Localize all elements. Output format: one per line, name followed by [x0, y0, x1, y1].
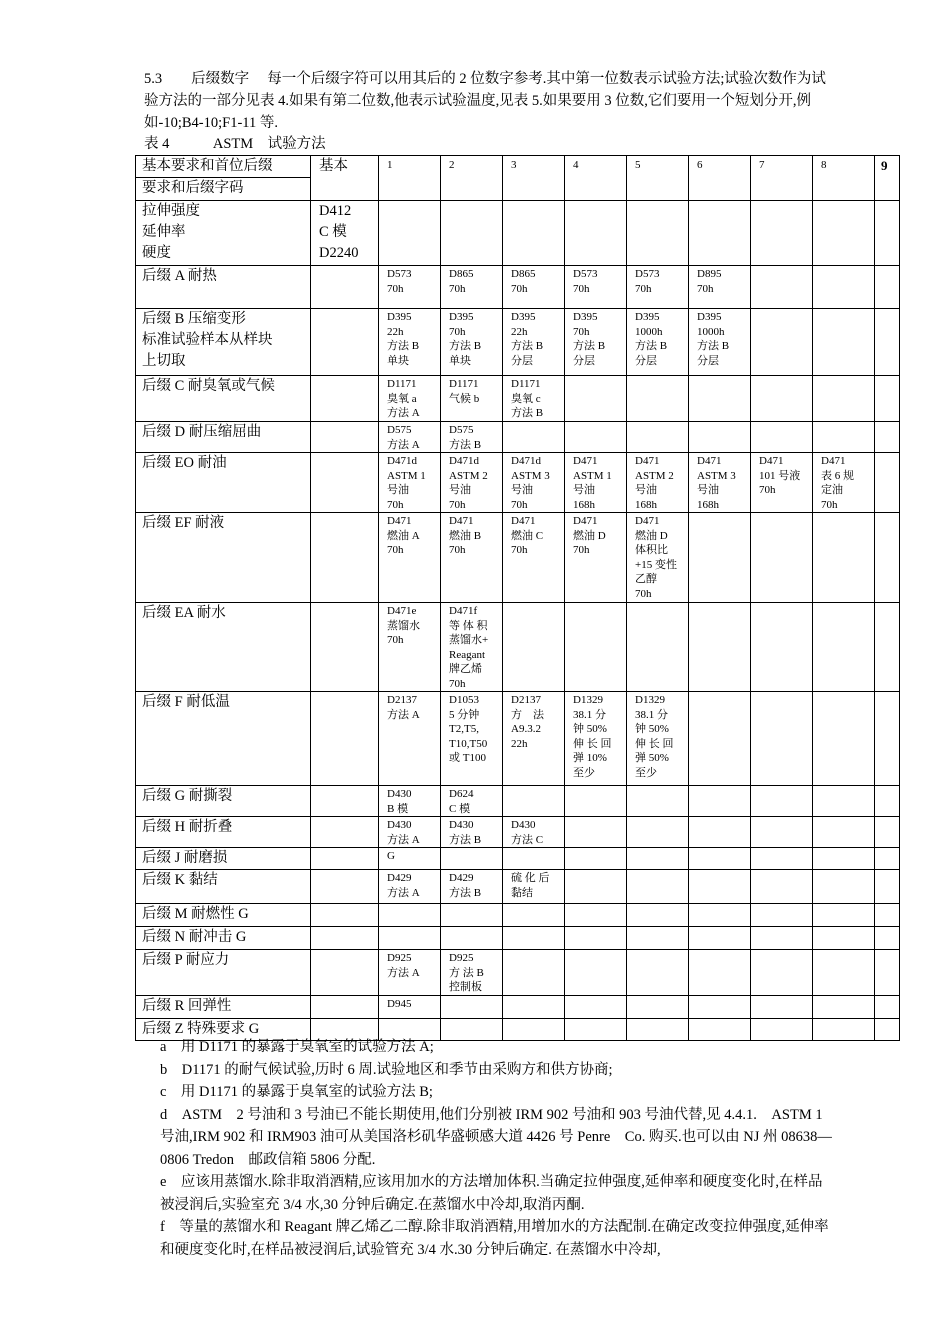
table-row: [136, 904, 900, 927]
method-cell: D429 方法 A: [379, 870, 441, 904]
method-cell: D865 70h: [441, 266, 503, 309]
method-cell: [751, 201, 813, 266]
method-cell: [751, 422, 813, 453]
method-cell: [565, 201, 627, 266]
method-cell: D1171 臭氧 c 方法 B: [503, 376, 565, 422]
method-cell: [751, 950, 813, 996]
method-cell: [751, 266, 813, 309]
header-col-5: 5: [627, 156, 689, 201]
table-row: [136, 848, 900, 870]
header-label: 基本要求和首位后缀: [136, 156, 311, 178]
method-cell: [751, 309, 813, 376]
table-row: [136, 266, 900, 309]
method-cell: [627, 201, 689, 266]
method-cell: [813, 817, 875, 848]
method-cell: [565, 870, 627, 904]
method-cell: [751, 904, 813, 927]
row-base: [311, 376, 379, 422]
row-label: 后缀 P 耐应力: [136, 950, 311, 996]
method-cell: [813, 927, 875, 950]
method-cell: D471 燃油 C 70h: [503, 513, 565, 603]
method-cell: G: [379, 848, 441, 870]
method-cell: [813, 422, 875, 453]
method-cell: [875, 848, 900, 870]
row-base: [311, 904, 379, 927]
method-cell: D471d ASTM 1 号油 70h: [379, 453, 441, 513]
method-cell: D430 方法 B: [441, 817, 503, 848]
method-cell: [503, 927, 565, 950]
method-cell: [627, 376, 689, 422]
method-cell: [565, 995, 627, 1018]
method-cell: D395 22h 方法 B 单块: [379, 309, 441, 376]
table-row: [136, 817, 900, 848]
footnote-a: a 用 D1171 的暴露于臭氧室的试验方法 A;: [160, 1039, 434, 1055]
header-col-9: 9: [875, 156, 900, 201]
method-cell: [875, 904, 900, 927]
table-row: [136, 422, 900, 453]
method-cell: D471d ASTM 2 号油 70h: [441, 453, 503, 513]
footnote-b: b D1171 的耐气候试验,历时 6 周.试验地区和季节由采购方和供方协商;: [160, 1061, 613, 1078]
row-label: 后缀 K 黏结: [136, 870, 311, 904]
table-row: [136, 995, 900, 1018]
method-cell: D1171 气候 b: [441, 376, 503, 422]
method-cell: [379, 201, 441, 266]
method-cell: D471 燃油 A 70h: [379, 513, 441, 603]
method-cell: D471 燃油 D 70h: [565, 513, 627, 603]
method-cell: [813, 309, 875, 376]
method-cell: [565, 904, 627, 927]
method-cell: [565, 603, 627, 692]
method-cell: D2137 方法 A: [379, 692, 441, 786]
method-cell: [875, 995, 900, 1018]
method-cell: [689, 927, 751, 950]
method-cell: [503, 950, 565, 996]
method-cell: [689, 376, 751, 422]
method-cell: [875, 817, 900, 848]
row-base: [311, 950, 379, 996]
table-row: [136, 453, 900, 513]
row-label: 后缀 M 耐燃性 G: [136, 904, 311, 927]
method-cell: D395 1000h 方法 B 分层: [627, 309, 689, 376]
method-cell: D395 22h 方法 B 分层: [503, 309, 565, 376]
method-cell: D573 70h: [379, 266, 441, 309]
method-cell: D430 方法 A: [379, 817, 441, 848]
footnote-f: f 等量的蒸馏水和 Reagant 牌乙烯乙二醇.除非取消酒精,用增加水的方法配制.在确定改变拉伸强度,延伸率和硬度变化时,在样品被浸润后,试验管充 3/4 水.30 分钟后确定. 在蒸馏水中冷却,: [160, 1219, 829, 1258]
method-cell: [813, 950, 875, 996]
row-label: 后缀 B 压缩变形 标准试验样本从样块 上切取: [136, 309, 311, 376]
method-cell: D395 70h 方法 B 分层: [565, 309, 627, 376]
header-col-6: 6: [689, 156, 751, 201]
method-cell: [565, 927, 627, 950]
row-label: 后缀 EA 耐水: [136, 603, 311, 692]
row-label: 后缀 Z 特殊要求 G: [136, 1018, 311, 1040]
row-base: [311, 422, 379, 453]
method-cell: [441, 848, 503, 870]
method-cell: [689, 870, 751, 904]
method-cell: [813, 513, 875, 603]
row-label: 后缀 F 耐低温: [136, 692, 311, 786]
method-cell: D471 ASTM 2 号油 168h: [627, 453, 689, 513]
method-cell: [875, 266, 900, 309]
method-cell: [751, 848, 813, 870]
method-cell: [751, 927, 813, 950]
row-label: 后缀 A 耐热: [136, 266, 311, 309]
method-cell: [875, 1018, 900, 1040]
method-cell: [813, 848, 875, 870]
method-cell: [503, 422, 565, 453]
row-base: [311, 513, 379, 603]
method-cell: D925 方 法 B 控制板: [441, 950, 503, 996]
method-cell: [751, 603, 813, 692]
method-cell: D1329 38.1 分 钟 50% 伸 长 回 弹 10% 至少: [565, 692, 627, 786]
method-cell: [689, 692, 751, 786]
header-col-8: 8: [813, 156, 875, 201]
row-base: [311, 817, 379, 848]
method-cell: [875, 309, 900, 376]
method-cell: [441, 995, 503, 1018]
method-cell: [441, 904, 503, 927]
method-cell: [813, 904, 875, 927]
method-cell: [751, 376, 813, 422]
method-cell: D471 ASTM 1 号油 168h: [565, 453, 627, 513]
method-cell: D895 70h: [689, 266, 751, 309]
row-base: [311, 786, 379, 817]
method-cell: D925 方法 A: [379, 950, 441, 996]
method-cell: [565, 422, 627, 453]
method-cell: [875, 603, 900, 692]
method-cell: [875, 513, 900, 603]
method-cell: [689, 817, 751, 848]
method-cell: D395 1000h 方法 B 分层: [689, 309, 751, 376]
method-cell: D430 方法 C: [503, 817, 565, 848]
table-caption: 表 4 ASTM 试验方法: [144, 136, 326, 152]
method-cell: D471d ASTM 3 号油 70h: [503, 453, 565, 513]
method-cell: [627, 422, 689, 453]
row-base: [311, 266, 379, 309]
method-cell: [565, 848, 627, 870]
row-base: [311, 603, 379, 692]
method-cell: D865 70h: [503, 266, 565, 309]
method-cell: D1171 臭氧 a 方法 A: [379, 376, 441, 422]
header-base: 基本: [311, 156, 379, 201]
method-cell: [503, 904, 565, 927]
method-cell: D945: [379, 995, 441, 1018]
method-cell: [689, 904, 751, 927]
method-cell: D573 70h: [565, 266, 627, 309]
method-cell: D471 燃油 D 体积比 +15 变性 乙醇 70h: [627, 513, 689, 603]
method-cell: [503, 786, 565, 817]
table-row: [136, 950, 900, 996]
method-cell: [813, 603, 875, 692]
row-base: [311, 309, 379, 376]
table-header-row: [136, 156, 900, 178]
intro-paragraph: 5.3 后缀数字 每一个后缀字符可以用其后的 2 位数字参考.其中第一位数表示试验方法;试验次数作为试验方法的一部分见表 4.如果有第二位数,他表示试验温度,见表 5.如果要用 3 位数,它们要用一个短划分开,例如-10;B4-10;F1-11 等.: [144, 71, 826, 131]
row-base: [311, 453, 379, 513]
method-cell: [689, 786, 751, 817]
method-cell: [875, 927, 900, 950]
row-label: 拉伸强度 延伸率 硬度: [136, 201, 311, 266]
method-cell: D573 70h: [627, 266, 689, 309]
method-cell: [503, 201, 565, 266]
method-cell: [751, 786, 813, 817]
method-cell: [441, 927, 503, 950]
method-cell: [813, 692, 875, 786]
method-cell: D1053 5 分钟 T2,T5, T10,T50 或 T100: [441, 692, 503, 786]
table-row: [136, 309, 900, 376]
row-base: [311, 995, 379, 1018]
row-label: 后缀 EO 耐油: [136, 453, 311, 513]
table-row: [136, 786, 900, 817]
method-cell: [627, 786, 689, 817]
method-cell: D429 方法 B: [441, 870, 503, 904]
method-cell: [503, 995, 565, 1018]
footnotes: [144, 1036, 834, 1261]
method-cell: [875, 201, 900, 266]
row-base: [311, 870, 379, 904]
method-cell: [875, 376, 900, 422]
method-cell: D575 方法 B: [441, 422, 503, 453]
row-label: 后缀 J 耐磨损: [136, 848, 311, 870]
method-cell: [813, 786, 875, 817]
method-cell: [751, 995, 813, 1018]
header-col-2: 2: [441, 156, 503, 201]
row-base: D412 C 模 D2240: [311, 201, 379, 266]
method-cell: D395 70h 方法 B 单块: [441, 309, 503, 376]
method-cell: [875, 786, 900, 817]
method-cell: [565, 376, 627, 422]
row-base: [311, 927, 379, 950]
method-cell: [627, 817, 689, 848]
footnote-e: e 应该用蒸馏水.除非取消酒精,应该用加水的方法增加体积.当确定拉伸强度,延伸率和硬度变化时,在样品被浸润后,实验室充 3/4 水,30 分钟后确定.在蒸馏水中冷却,取消丙酮.: [160, 1174, 823, 1213]
method-cell: [813, 995, 875, 1018]
header-col-3: 3: [503, 156, 565, 201]
method-cell: [751, 692, 813, 786]
header-col-7: 7: [751, 156, 813, 201]
method-cell: [503, 603, 565, 692]
method-cell: [813, 376, 875, 422]
method-cell: 硫 化 后 黏结: [503, 870, 565, 904]
method-cell: D471 ASTM 3 号油 168h: [689, 453, 751, 513]
row-label: 后缀 H 耐折叠: [136, 817, 311, 848]
method-cell: D471e 蒸馏水 70h: [379, 603, 441, 692]
astm-test-methods-table: [135, 155, 900, 1041]
row-base: [311, 848, 379, 870]
method-cell: [565, 950, 627, 996]
footnote-c: c 用 D1171 的暴露于臭氧室的试验方法 B;: [160, 1084, 433, 1100]
table-row: [136, 376, 900, 422]
method-cell: [751, 817, 813, 848]
method-cell: [689, 995, 751, 1018]
method-cell: [627, 904, 689, 927]
method-cell: D471 燃油 B 70h: [441, 513, 503, 603]
method-cell: [379, 927, 441, 950]
method-cell: D575 方法 A: [379, 422, 441, 453]
table-row: [136, 870, 900, 904]
row-label: 后缀 D 耐压缩屈曲: [136, 422, 311, 453]
table-row: [136, 603, 900, 692]
method-cell: [689, 201, 751, 266]
method-cell: [751, 513, 813, 603]
method-cell: D471 101 号液 70h: [751, 453, 813, 513]
method-cell: [627, 927, 689, 950]
method-cell: D471f 等 体 积 蒸馏水+ Reagant 牌乙烯 70h: [441, 603, 503, 692]
method-cell: [689, 848, 751, 870]
table-row: [136, 201, 900, 266]
header-col-1: 1: [379, 156, 441, 201]
row-label: 后缀 G 耐撕裂: [136, 786, 311, 817]
method-cell: [503, 848, 565, 870]
table-row: [136, 513, 900, 603]
method-cell: D430 B 模: [379, 786, 441, 817]
method-cell: [627, 848, 689, 870]
method-cell: [875, 950, 900, 996]
method-cell: D471 表 6 规 定油 70h: [813, 453, 875, 513]
row-label: 后缀 N 耐冲击 G: [136, 927, 311, 950]
method-cell: D2137 方 法 A9.3.2 22h: [503, 692, 565, 786]
method-cell: [689, 422, 751, 453]
method-cell: [813, 266, 875, 309]
footnote-d: d ASTM 2 号油和 3 号油已不能长期使用,他们分别被 IRM 902 号油和 903 号油代替,见 4.4.1. ASTM 1 号油,IRM 902 和 IRM903 油可从美国洛杉矶华盛顿感大道 4426 号 Penre Co. 购买.也可以由 NJ 州 08638—0806 Tredon 邮政信箱 5806 分配.: [160, 1106, 832, 1168]
method-cell: [441, 201, 503, 266]
header-col-4: 4: [565, 156, 627, 201]
method-cell: [813, 870, 875, 904]
method-cell: [627, 950, 689, 996]
method-cell: [627, 995, 689, 1018]
table-row: [136, 927, 900, 950]
method-cell: D1329 38.1 分 钟 50% 伸 长 回 弹 50% 至少: [627, 692, 689, 786]
method-cell: [813, 201, 875, 266]
method-cell: [627, 870, 689, 904]
row-label: 后缀 R 回弹性: [136, 995, 311, 1018]
table-row: [136, 692, 900, 786]
method-cell: [751, 870, 813, 904]
method-cell: [689, 950, 751, 996]
row-base: [311, 692, 379, 786]
method-cell: [565, 786, 627, 817]
method-cell: [875, 692, 900, 786]
method-cell: [565, 817, 627, 848]
method-cell: [875, 870, 900, 904]
method-cell: D624 C 模: [441, 786, 503, 817]
method-cell: [379, 904, 441, 927]
method-cell: [875, 453, 900, 513]
method-cell: [875, 422, 900, 453]
method-cell: [689, 513, 751, 603]
row-label: 后缀 EF 耐液: [136, 513, 311, 603]
method-cell: [689, 603, 751, 692]
method-cell: [627, 603, 689, 692]
header-label-2: 要求和后缀字码: [136, 178, 311, 201]
row-label: 后缀 C 耐臭氧或气候: [136, 376, 311, 422]
